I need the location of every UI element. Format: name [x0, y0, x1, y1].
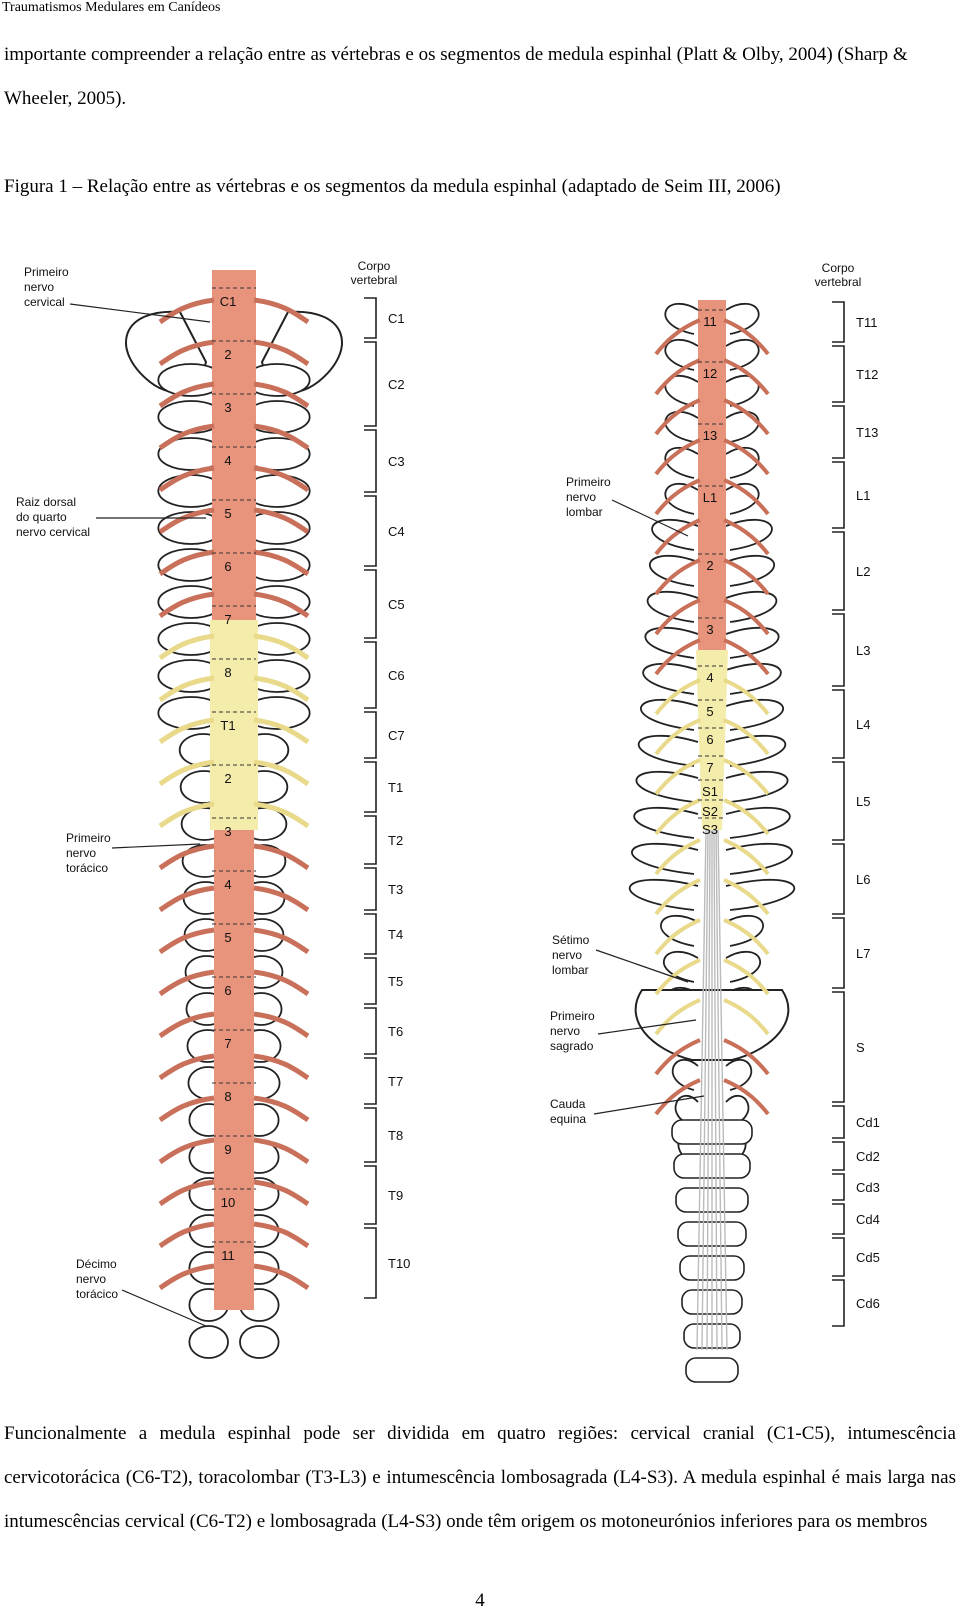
- vertebra-bracket: [364, 570, 376, 638]
- annotation-label: nervo: [552, 948, 583, 962]
- paragraph-bottom: Funcionalmente a medula espinhal pode ser dividida em quatro regiões: cervical cranial (C1-C5), intumescência cervicotorácica (C6-T2), toracolombar (T3-L3) e intumescência lombosagrada (L4-S3). A medula espinhal é mais larga nas intumescências cervical (C6-T2) e lombosagrada (L4-S3) onde têm origem os motoneurónios inferiores para os membros: [4, 1423, 956, 1532]
- vertebra-label: T11: [856, 315, 878, 330]
- segment-label: 12: [702, 366, 718, 381]
- vertebra-bracket: [364, 816, 376, 864]
- vertebra-label: T6: [388, 1024, 404, 1039]
- annotation-label: Primeiro: [566, 475, 611, 489]
- annotation-label: torácico: [76, 1287, 119, 1301]
- column-title-line: Corpo: [821, 261, 855, 275]
- segment-label: 2: [224, 347, 232, 362]
- vertebra-bracket: [364, 1166, 376, 1224]
- annotation-label: Sétimo: [552, 933, 590, 947]
- transverse-process-left: [636, 772, 698, 802]
- figure-annotations: [16, 265, 704, 1326]
- vertebra-process-right: [240, 1326, 279, 1358]
- caudal-vertebra: [686, 1358, 738, 1382]
- segment-label: 13: [702, 428, 718, 443]
- vertebra-label: T4: [388, 927, 404, 942]
- segment-label: 6: [706, 732, 714, 747]
- vertebra-bracket: [832, 1204, 844, 1234]
- transverse-process-right: [726, 556, 774, 586]
- vertebra-label: C5: [388, 597, 405, 612]
- vertebra-bracket: [364, 868, 376, 910]
- left-spine-illustration: [126, 270, 342, 1358]
- segment-label: 4: [224, 877, 232, 892]
- segment-label: 4: [224, 453, 232, 468]
- segment-label: 8: [224, 1089, 232, 1104]
- transverse-process-right: [726, 340, 759, 370]
- vertebra-bracket: [364, 430, 376, 492]
- vertebra-bracket: [364, 1008, 376, 1054]
- vertebra-label: Cd5: [856, 1250, 880, 1265]
- vertebra-label: C6: [388, 668, 405, 683]
- vertebra-label: S: [856, 1040, 865, 1055]
- segment-label: 2: [706, 558, 714, 573]
- vertebra-bracket: [832, 462, 844, 528]
- vertebra-bracket: [832, 1280, 844, 1326]
- vertebra-bracket: [832, 1238, 844, 1276]
- vertebra-bracket: [364, 1058, 376, 1104]
- vertebra-label: T3: [388, 882, 404, 897]
- vertebra-bracket: [832, 1174, 844, 1200]
- segment-label: S1: [702, 784, 718, 799]
- segment-label: 7: [224, 1036, 232, 1051]
- vertebra-label: T10: [388, 1256, 411, 1271]
- segment-label: 3: [224, 400, 232, 415]
- vertebra-label: C7: [388, 728, 405, 743]
- annotation-label: Cauda: [550, 1097, 586, 1111]
- vertebra-label: C2: [388, 377, 405, 392]
- vertebra-label: C3: [388, 454, 405, 469]
- column-title-line: vertebral: [814, 275, 862, 289]
- vertebra-bracket: [832, 346, 844, 402]
- vertebra-label: T8: [388, 1128, 404, 1143]
- transverse-process-left: [665, 340, 698, 370]
- segment-label: 6: [224, 559, 232, 574]
- column-title-line: vertebral: [350, 273, 398, 287]
- vertebra-bracket: [832, 532, 844, 610]
- segment-label: 5: [224, 506, 232, 521]
- segment-label: T1: [220, 718, 236, 733]
- vertebra-process-left: [189, 1326, 228, 1358]
- segment-label: 2: [224, 771, 232, 786]
- transverse-process-right: [726, 448, 759, 478]
- vertebra-bracket: [832, 762, 844, 840]
- vertebra-label: T2: [388, 833, 404, 848]
- segment-label: 11: [703, 314, 717, 329]
- vertebra-label: L6: [856, 872, 871, 887]
- transverse-process-right: [726, 844, 792, 874]
- vertebra-label: T13: [856, 425, 879, 440]
- vertebra-bracket: [832, 1106, 844, 1138]
- segment-label: 7: [706, 760, 714, 775]
- segment-label: 4: [706, 670, 714, 685]
- vertebra-bracket: [832, 614, 844, 686]
- vertebra-bracket: [832, 992, 844, 1102]
- vertebra-bracket: [364, 1228, 376, 1298]
- vertebra-label: Cd6: [856, 1296, 880, 1311]
- segment-label: 7: [224, 612, 232, 627]
- segment-label: 5: [706, 704, 714, 719]
- vertebra-label: T12: [856, 367, 879, 382]
- figure-caption: Figura 1 – Relação entre as vértebras e os segmentos da medula espinhal (adaptado de Seim III, 2006): [4, 176, 781, 197]
- annotation-label: nervo: [550, 1024, 581, 1038]
- vertebra-bracket: [832, 918, 844, 988]
- vertebra-bracket: [364, 914, 376, 954]
- vertebra-bracket: [832, 690, 844, 758]
- vertebra-label: Cd3: [856, 1180, 880, 1195]
- annotation-label: lombar: [566, 505, 603, 519]
- annotation-label: lombar: [552, 963, 589, 977]
- spine-figure: [0, 250, 960, 1410]
- annotation-label: torácico: [66, 861, 109, 875]
- annotation-label: Primeiro: [66, 831, 111, 845]
- segment-label: S2: [702, 804, 718, 819]
- vertebra-bracket: [832, 406, 844, 458]
- vertebra-bracket: [832, 844, 844, 914]
- column-title-line: Corpo: [357, 259, 391, 273]
- annotation-label: Primeiro: [550, 1009, 595, 1023]
- annotation-label: nervo: [76, 1272, 107, 1286]
- annotation-label: equina: [550, 1112, 587, 1126]
- annotation-label: sagrado: [550, 1039, 594, 1053]
- annotation-label: nervo: [566, 490, 597, 504]
- vertebra-label: T9: [388, 1188, 404, 1203]
- segment-label: 11: [221, 1248, 235, 1263]
- vertebra-label: T7: [388, 1074, 404, 1089]
- annotation-label: nervo cervical: [16, 525, 91, 539]
- vertebra-label: L7: [856, 946, 871, 961]
- segment-label: 6: [224, 983, 232, 998]
- annotation-label: nervo: [66, 846, 97, 860]
- vertebra-label: Cd4: [856, 1212, 880, 1227]
- transverse-process-left: [650, 556, 698, 586]
- vertebra-bracket: [364, 958, 376, 1004]
- annotation-leader-line: [112, 844, 200, 848]
- vertebra-bracket: [364, 496, 376, 566]
- vertebra-bracket: [832, 302, 844, 342]
- annotation-label: Primeiro: [24, 265, 69, 279]
- vertebra-label: C4: [388, 524, 405, 539]
- vertebra-bracket: [364, 298, 376, 338]
- vertebra-bracket: [364, 1108, 376, 1162]
- segment-label: S3: [702, 822, 718, 837]
- vertebra-bracket: [364, 712, 376, 758]
- segment-label: 3: [224, 824, 232, 839]
- segment-label: 10: [220, 1195, 236, 1210]
- vertebra-label: Cd2: [856, 1149, 880, 1164]
- annotation-label: do quarto: [16, 510, 67, 524]
- segment-label: 5: [224, 930, 232, 945]
- vertebra-label: Cd1: [856, 1115, 880, 1130]
- vertebra-bracket: [832, 1142, 844, 1170]
- segment-label: 9: [224, 1142, 232, 1157]
- segment-label: C1: [219, 294, 237, 309]
- spinal-cord-thoracolumbar: [698, 300, 726, 650]
- transverse-process-left: [643, 664, 698, 694]
- segment-label: 8: [224, 665, 232, 680]
- vertebra-label: L4: [856, 717, 871, 732]
- vertebra-label: T5: [388, 974, 404, 989]
- vertebra-label: C1: [388, 311, 405, 326]
- vertebra-label: L5: [856, 794, 871, 809]
- vertebra-label: T1: [388, 780, 404, 795]
- right-vertebra-brackets: [815, 261, 880, 1326]
- vertebra-bracket: [364, 762, 376, 812]
- transverse-process-left: [665, 448, 698, 478]
- vertebra-bracket: [364, 642, 376, 708]
- paragraph-top: importante compreender a relação entre as vértebras e os segmentos de medula espinhal (Platt & Olby, 2004) (Sharp & Wheeler, 2005).: [4, 44, 908, 109]
- transverse-process-left: [632, 844, 698, 874]
- vertebra-bracket: [364, 342, 376, 426]
- annotation-label: Décimo: [76, 1257, 117, 1271]
- right-spine-illustration: [630, 300, 795, 1382]
- segment-label: 3: [706, 622, 714, 637]
- annotation-label: cervical: [24, 295, 65, 309]
- page-number: 4: [475, 1590, 485, 1611]
- running-header: Traumatismos Medulares em Canídeos: [2, 0, 221, 15]
- left-vertebra-brackets: [351, 259, 411, 1298]
- spinal-cord-thoracic: [214, 830, 254, 1310]
- annotation-label: Raiz dorsal: [16, 495, 77, 509]
- vertebra-label: L2: [856, 564, 871, 579]
- vertebra-label: L3: [856, 643, 871, 658]
- segment-label: L1: [702, 490, 718, 505]
- transverse-process-right: [726, 772, 788, 802]
- vertebra-label: L1: [856, 488, 871, 503]
- annotation-label: nervo: [24, 280, 55, 294]
- spinal-cord-cervical: [212, 270, 256, 620]
- transverse-process-right: [726, 664, 781, 694]
